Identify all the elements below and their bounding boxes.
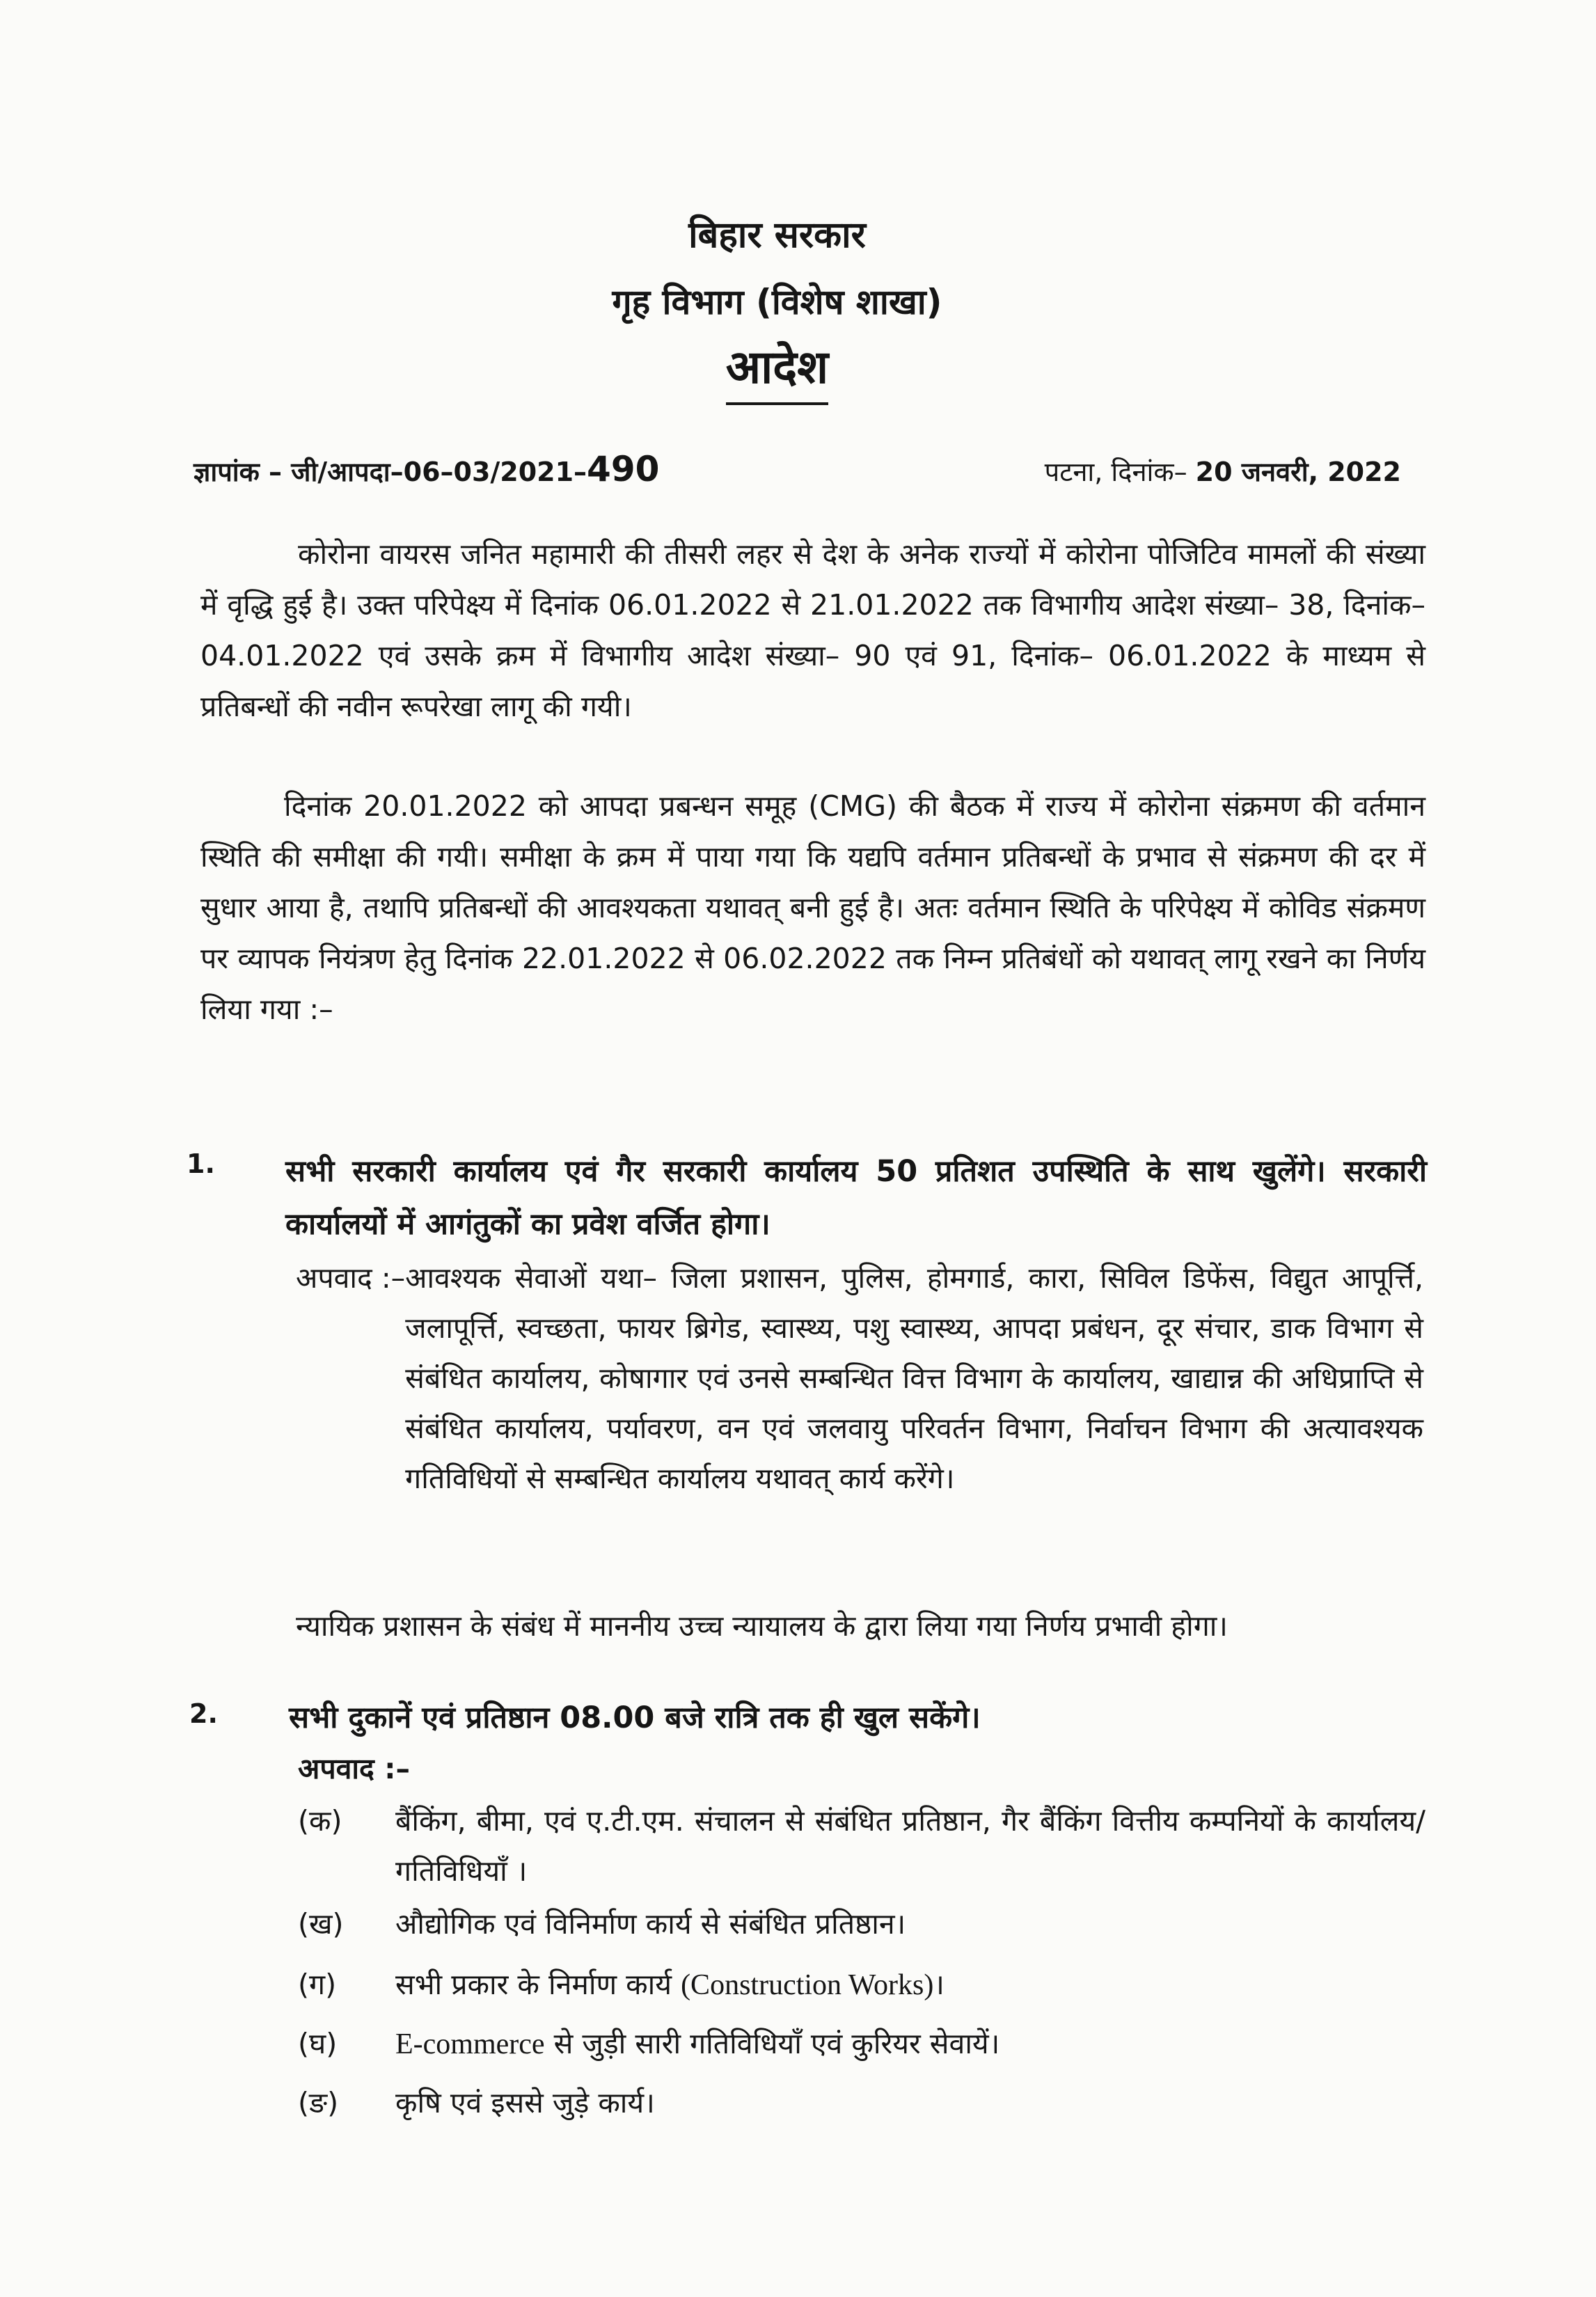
sub-item-marker: (ख) [298, 1907, 344, 1941]
date-value: 20 जनवरी, 2022 [1195, 457, 1401, 487]
exception-label: अपवाद :– [298, 1752, 410, 1785]
exception-block [296, 1253, 1423, 1503]
item-number: 1. [187, 1148, 215, 1179]
item-title: सभी सरकारी कार्यालय एवं गैर सरकारी कार्यालय 50 प्रतिशत उपस्थिति के साथ खुलेंगे। सरकारी कार्यालयों में आगंतुकों का प्रवेश वर्जित होगा। [285, 1154, 1427, 1242]
item-number: 2. [189, 1698, 218, 1729]
sub-item-text-part: । [933, 1968, 945, 2001]
order-date [1045, 453, 1401, 489]
sub-item-text [395, 1959, 1425, 2010]
sub-item-text: बैंकिंग, बीमा, एवं ए.टी.एम. संचालन से संबंधित प्रतिष्ठान, गैर बैंकिंग वित्तीय कम्पनियों के कार्यालय/गतिविधियाँ । [395, 1804, 1425, 1888]
sub-item-text-english: E-commerce [395, 2028, 545, 2060]
memo-number [193, 449, 659, 489]
order-heading-text: आदेश [726, 334, 828, 405]
date-prefix: पटना, दिनांक– [1044, 457, 1196, 487]
department-title: गृह विभाग (विशेष शाखा) [612, 282, 942, 322]
sub-item-text-part: सभी प्रकार के निर्माण कार्य [395, 1968, 681, 2001]
item-title: सभी दुकानें एवं प्रतिष्ठान 08.00 बजे रात्रि तक ही खुल सकेंगे। [289, 1700, 981, 1735]
govt-title: बिहार सरकार [688, 214, 866, 256]
sub-item-text [395, 2019, 1425, 2069]
sub-item-text-english: (Construction Works) [681, 1969, 934, 2001]
sub-item-text: कृषि एवं इससे जुड़े कार्य। [395, 2086, 655, 2120]
reference-line [193, 449, 1401, 489]
sub-item-marker: (घ) [298, 2027, 338, 2060]
intro-paragraph: कोरोना वायरस जनित महामारी की तीसरी लहर से देश के अनेक राज्यों में कोरोना पोजिटिव मामलों की संख्या में वृद्धि हुई है। उक्त परिपेक्ष्य में दिनांक 06.01.2022 से 21.01.2022 तक विभागीय आदेश संख्या– 38, दिनांक– 04.01.2022 एवं उसके क्रम में विभागीय आदेश संख्या– 90 एवं 91, दिनांक– 06.01.2022 के माध्यम से प्रतिबन्धों की नवीन रूपरेखा लागू की गयी। [200, 537, 1425, 723]
sub-item-text: औद्योगिक एवं विनिर्माण कार्य से संबंधित प्रतिष्ठान। [395, 1907, 906, 1941]
judicial-paragraph: न्यायिक प्रशासन के संबंध में माननीय उच्च न्यायालय के द्वारा लिया गया निर्णय प्रभावी होगा। [296, 1609, 1228, 1643]
sub-item-marker: (क) [298, 1804, 342, 1838]
decision-paragraph: दिनांक 20.01.2022 को आपदा प्रबन्धन समूह (CMG) की बैठक में राज्य में कोरोना संक्रमण की वर्तमान स्थिति की समीक्षा की गयी। समीक्षा के क्रम में पाया गया कि यद्यपि वर्तमान प्रतिबन्धों के प्रभाव से संक्रमण की दर में सुधार आया है, तथापि प्रतिबन्धों की आवश्यकता यथावत् बनी हुई है। अतः वर्तमान स्थिति के परिपेक्ष्य में कोविड संक्रमण पर व्यापक नियंत्रण हेतु दिनांक 22.01.2022 से 06.02.2022 तक निम्न प्रतिबंधों को यथावत् लागू रखने का निर्णय लिया गया :– [200, 789, 1425, 1026]
sub-item-text-part: से जुड़ी सारी गतिविधियाँ एवं कुरियर सेवायें। [544, 2027, 1000, 2060]
order-heading [0, 334, 1575, 405]
sub-item-marker: (ग) [298, 1968, 337, 2001]
sub-item-marker: (ङ) [298, 2086, 339, 2120]
memo-number-suffix: 490 [587, 449, 660, 489]
exception-label: अपवाद :– [296, 1261, 406, 1295]
exception-text: आवश्यक सेवाओं यथा– जिला प्रशासन, पुलिस, होमगार्ड, कारा, सिविल डिफेंस, विद्युत आपूर्त्ति, जलापूर्त्ति, स्वच्छता, फायर ब्रिगेड, स्वास्थ्य, पशु स्वास्थ्य, आपदा प्रबंधन, दूर संचार, डाक विभाग से संबंधित कार्यालय, कोषागार एवं उनसे सम्बन्धित वित्त विभाग के कार्यालय, खाद्यान्न की अधिप्राप्ति से संबंधित कार्यालय, पर्यावरण, वन एवं जलवायु परिवर्तन विभाग, निर्वाचन विभाग की अत्यावश्यक गतिविधियों से सम्बन्धित कार्यालय यथावत् कार्य करेंगे। [405, 1261, 1423, 1495]
memo-number-text: ज्ञापांक – जी/आपदा–06–03/2021– [193, 457, 587, 487]
